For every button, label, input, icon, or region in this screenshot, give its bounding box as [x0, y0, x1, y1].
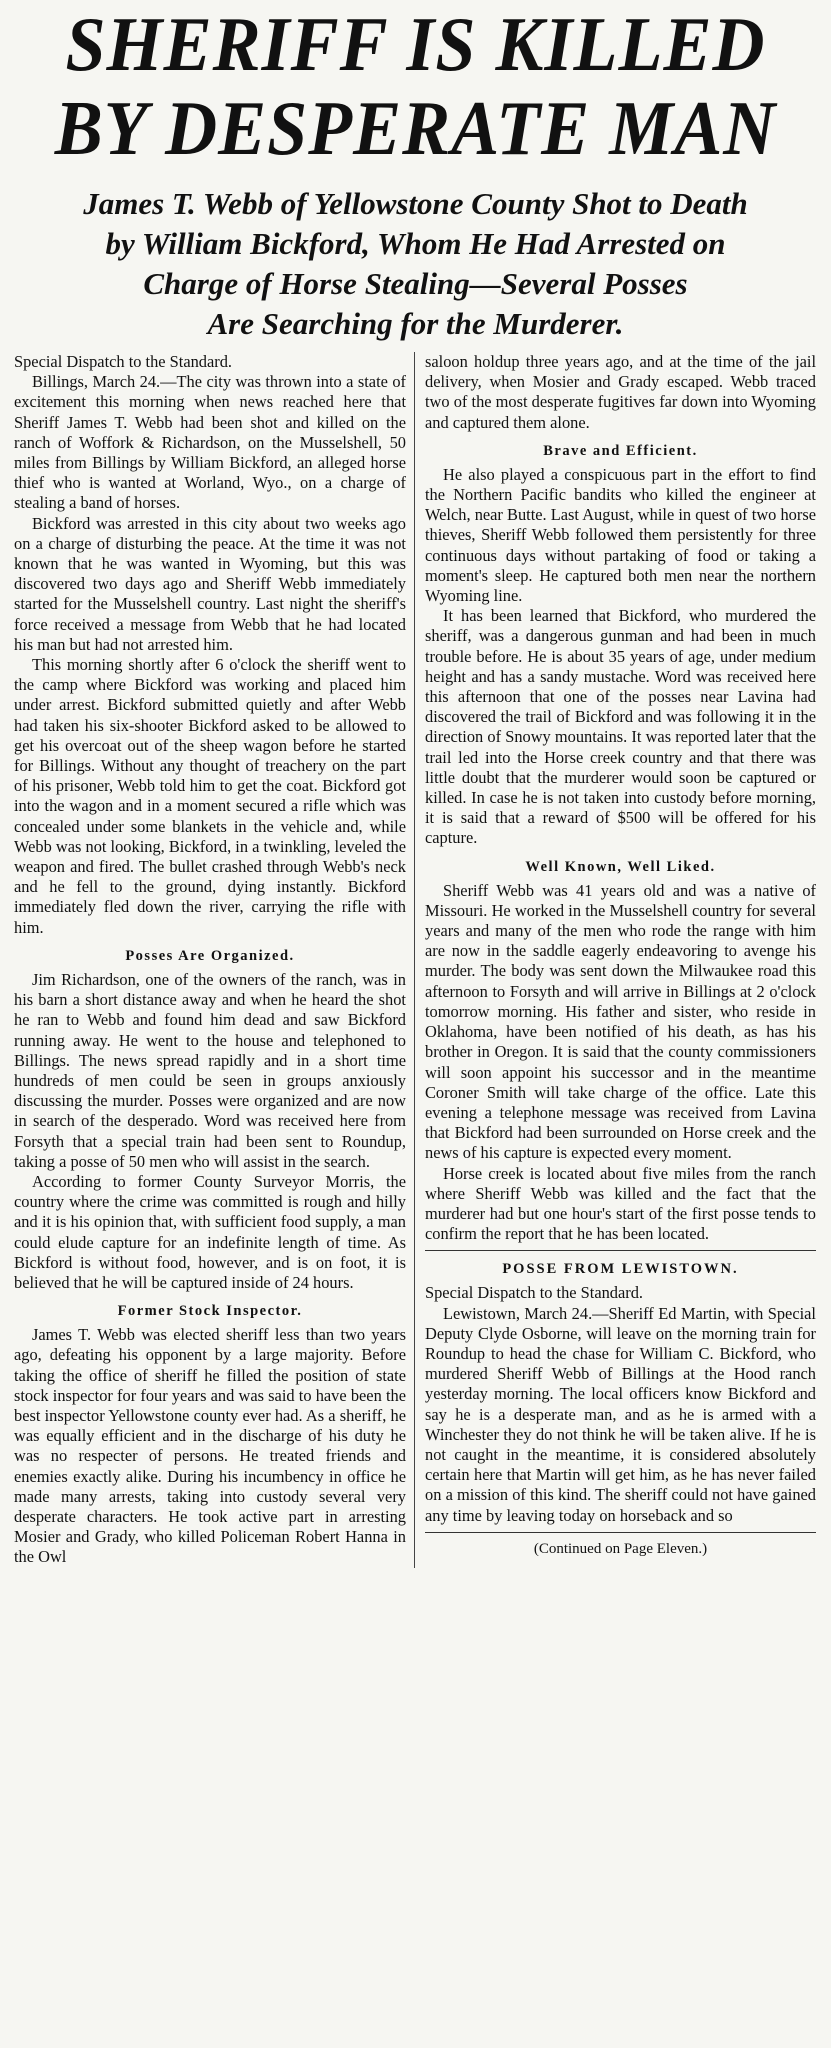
article-columns	[8, 352, 823, 1568]
article-column-right	[415, 352, 822, 1568]
section-subhead: Posses Are Organized.	[125, 947, 295, 964]
article-column-left	[8, 352, 415, 1568]
section-subhead: Brave and Efficient.	[543, 442, 698, 459]
article-paragraph: This morning shortly after 6 o'clock the sheriff went to the camp where Bickford was working and placed him under arrest. Bickford submitted quietly and after Webb had taken his six-shooter Bickford asked to be allowed to get his overcoat out of the sheep wagon before he started for Billings. Without any thought of treachery on the part of his prisoner, Webb told him to get the coat. Bickford got into the wagon and in a moment secured a rifle which was concealed under some blankets in the vehicle and, while Webb was not looking, Bickford, in a twinkling, leveled the weapon and fired. The bullet crashed through Webb's neck and he fell to the ground, dying instantly. Bickford immediately fled down the river, carrying the rifle with him.	[14, 655, 406, 937]
subheadline-deck	[8, 184, 823, 344]
article-paragraph: According to former County Surveyor Morris, the country where the crime was committed is rough and hilly and it is his opinion that, with sufficient food supply, a man could elude capture for an indefinite length of time. As Bickford is without food, however, and is on foot, it is believed that he will be captured inside of 24 hours.	[14, 1171, 406, 1292]
article-paragraph: It has been learned that Bickford, who murdered the sheriff, was a dangerous gunman and had been in much trouble before. He is about 35 years of age, under medium height and has a sandy mustache. Word was received here this afternoon that one of the posses near Lavina had discovered the trail of Bickford and was following it in the direction of Snowy mountains. It was reported later that the trail led into the Horse creek country and that there was little doubt that the murderer would soon be captured or killed. In case he is not taken into custody before morning, it is said that a reward of $500 will be offered for his capture.	[425, 606, 816, 848]
continued-notice: (Continued on Page Eleven.)	[533, 1540, 708, 1557]
column-rule	[425, 1250, 816, 1251]
column-rule	[425, 1532, 816, 1533]
section-subhead: Former Stock Inspector.	[117, 1303, 303, 1320]
article-paragraph: Lewistown, March 24.—Sheriff Ed Martin, with Special Deputy Clyde Osborne, will leave on the morning train for Roundup to head the chase for William C. Bickford, who murdered Sheriff Webb of Billings at the Hood ranch yesterday morning. The local officers know Bickford and say he is a desperate man, and as he is armed with a Winchester they do not think he will be taken alive. If he is not caught in the meantime, it is considered absolutely certain here that Martin will get him, as he has never failed on a mission of this kind. The sheriff could not have gained any time by leaving today on horseback and so	[425, 1303, 816, 1525]
article-paragraph: saloon holdup three years ago, and at the time of the jail delivery, when Mosier and Grady escaped. Webb traced two of the most desperate fugitives far down into Wyoming and captured them alone.	[425, 352, 816, 432]
headline-line-1: SHERIFF IS KILLED	[65, 1, 766, 88]
deck-line: Charge of Horse Stealing—Several Posses	[143, 266, 688, 301]
deck-line: by William Bickford, Whom He Had Arrested on	[105, 226, 726, 261]
article-paragraph: He also played a conspicuous part in the effort to find the Northern Pacific bandits who killed the engineer at Welch, near Butte. Last August, while in quest of two horse thieves, Sheriff Webb followed them persistently for three continuous days without partaking of food or taking a moment's sleep. He captured both men near the northern Wyoming line.	[425, 464, 816, 606]
article-paragraph: Special Dispatch to the Standard.	[425, 1283, 644, 1303]
article-paragraph: James T. Webb was elected sheriff less than two years ago, defeating his opponent by a large majority. Before taking the office of sheriff he filled the position of state stock inspector for four years and was said to have been the best inspector Yellowstone county ever had. As a sheriff, he was equally efficient and in the discharge of his duty he was no respecter of persons. He treated friends and enemies exactly alike. During his incumbency in office he made many arrests, taking into custody several very desperate characters. He took active part in arresting Mosier and Grady, who killed Policeman Robert Hanna in the Owl	[14, 1325, 406, 1567]
deck-line: Are Searching for the Murderer.	[207, 306, 624, 341]
article-paragraph: Special Dispatch to the Standard.	[14, 352, 233, 371]
article-paragraph: Horse creek is located about five miles from the ranch where Sheriff Webb was killed and the fact that the murderer had but one hour's start of the first posse tends to confirm the report that he has been located.	[425, 1163, 816, 1244]
article-paragraph: Jim Richardson, one of the owners of the ranch, was in his barn a short distance away and when he heard the shot he ran to Webb and found him dead and saw Bickford running away. He went to the house and telephoned to Billings. The news spread rapidly and in a short time hundreds of men could be seen in groups anxiously discussing the murder. Posses were organized and are now in search of the desperado. Word was received here from Forsyth that a special train had been sent to Roundup, taking a posse of 50 men who will assist in the search.	[14, 969, 406, 1171]
deck-line: James T. Webb of Yellowstone County Shot to Death	[83, 186, 748, 221]
headline-line-2: BY DESPERATE MAN	[54, 85, 777, 172]
article-paragraph: Billings, March 24.—The city was thrown into a state of excitement this morning when news reached here that Sheriff James T. Webb had been shot and killed on the ranch of Woffork & Richardson, on the Musselshell, 50 miles from Billings by William Bickford, an alleged horse thief who is wanted at Worland, Wyo., on a charge of stealing a band of horses.	[14, 372, 406, 513]
article-paragraph: Sheriff Webb was 41 years old and was a native of Missouri. He worked in the Musselshell country for several years and many of the men who rode the range with him are now in the saddle eagerly endeavoring to avenge his murder. The body was sent down the Milwaukee road this afternoon to Forsyth and will arrive in Billings at 2 o'clock tomorrow morning. His father and sister, who reside in Oklahoma, have been notified of his death, as has his brother in Oregon. It is said that the county commissioners will soon appoint his successor and in the meantime Coroner Smith will take charge of the office. Late this evening a telephone message was received from Lavina that Bickford had been surrounded on Horse creek and the news of his capture is expected every moment.	[425, 880, 816, 1163]
section-subhead: POSSE FROM LEWISTOWN.	[502, 1261, 739, 1278]
section-subhead: Well Known, Well Liked.	[525, 858, 716, 875]
article-paragraph: Bickford was arrested in this city about two weeks ago on a charge of disturbing the peace. At the time it was not known that he was wanted in Wyoming, but this was discovered two days ago and Sheriff Webb immediately started for the Musselshell country. Last night the sheriff's force received a message from Webb that he had located his man but had not arrested him.	[14, 513, 406, 654]
